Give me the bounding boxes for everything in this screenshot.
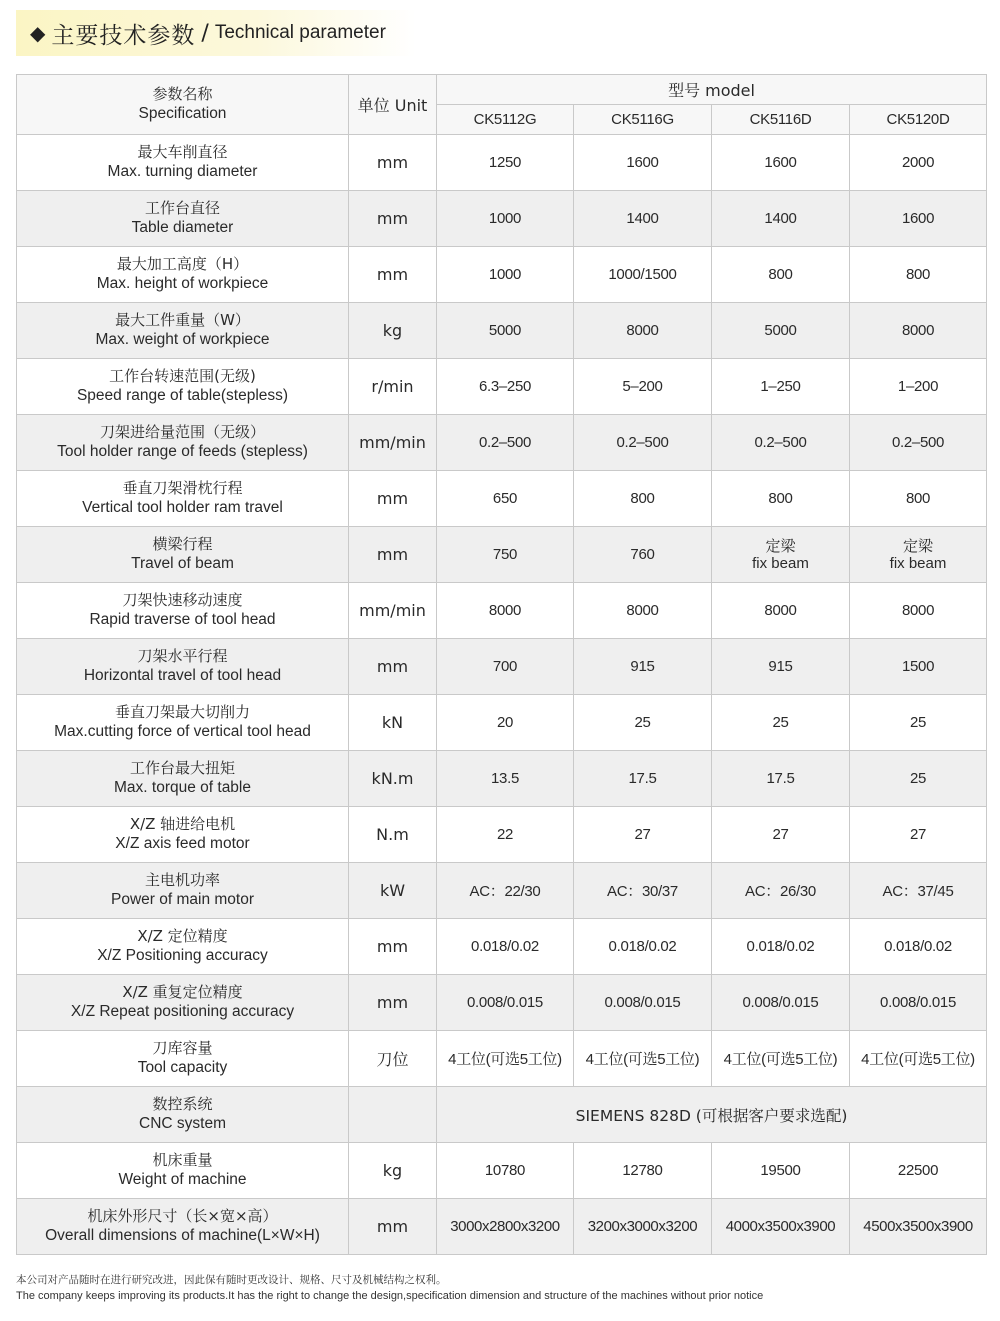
spec-name-en: Max. turning diameter: [107, 163, 258, 180]
value-cell: AC：22/30: [437, 863, 574, 919]
spec-name-zh: 横梁行程: [152, 535, 213, 553]
value-cell: 10780: [437, 1143, 574, 1199]
value-cell: 1–200: [850, 359, 987, 415]
spec-name-zh: X/Z 定位精度: [137, 927, 228, 945]
value-cell: 4工位(可选5工位): [712, 1031, 850, 1087]
value-cell: 1600: [574, 135, 712, 191]
title-en: Technical parameter: [214, 22, 386, 43]
fix-beam-zh: 定梁: [903, 536, 934, 555]
value-cell: 0.008/0.015: [574, 975, 712, 1031]
value-cell: 27: [574, 807, 712, 863]
value-cell: 13.5: [437, 751, 574, 807]
value-cell: 800: [712, 471, 850, 527]
spec-name-zh: 机床重量: [152, 1151, 213, 1169]
spec-name-en: Horizontal travel of tool head: [83, 667, 282, 684]
value-cell: 12780: [574, 1143, 712, 1199]
spec-name-cell: [17, 1031, 349, 1087]
spec-name-zh: 最大工件重量（W）: [115, 311, 250, 329]
value-cell: 1500: [850, 639, 987, 695]
value-cell: 1400: [712, 191, 850, 247]
unit-cell: [349, 1087, 437, 1143]
value-cell: 1250: [437, 135, 574, 191]
spec-name-cell: [17, 1143, 349, 1199]
spec-name-en: X/Z axis feed motor: [115, 835, 250, 852]
unit-cell: r/min: [349, 359, 437, 415]
value-cell: 0.018/0.02: [437, 919, 574, 975]
value-cell: 25: [712, 695, 850, 751]
unit-cell: kN: [349, 695, 437, 751]
value-cell: 800: [850, 247, 987, 303]
spec-name-cell: [17, 303, 349, 359]
spec-name-zh: 刀架水平行程: [137, 647, 228, 665]
value-cell: 650: [437, 471, 574, 527]
spec-name-en: Weight of machine: [118, 1171, 247, 1188]
unit-cell: kg: [349, 1143, 437, 1199]
unit-cell: kN.m: [349, 751, 437, 807]
unit-cell: mm: [349, 191, 437, 247]
value-cell: 0.008/0.015: [850, 975, 987, 1031]
spec-name-zh: 工作台直径: [144, 199, 220, 217]
value-cell: 25: [850, 695, 987, 751]
value-cell: 4工位(可选5工位): [850, 1031, 987, 1087]
value-cell: 800: [712, 247, 850, 303]
spec-name-cell: [17, 359, 349, 415]
unit-cell: mm: [349, 527, 437, 583]
table-row: [17, 751, 987, 807]
value-cell: 17.5: [574, 751, 712, 807]
table-row: [17, 1199, 987, 1255]
header-model: 型号 model: [437, 75, 987, 105]
spec-name-cell: [17, 1199, 349, 1255]
table-row: [17, 359, 987, 415]
spec-name-cell: [17, 863, 349, 919]
value-cell: 25: [574, 695, 712, 751]
unit-cell: kg: [349, 303, 437, 359]
fix-beam-en: fix beam: [752, 554, 809, 572]
value-cell: 1000: [437, 247, 574, 303]
table-row: [17, 695, 987, 751]
spec-name-zh: X/Z 轴进给电机: [129, 815, 236, 833]
spec-name-en: Max. height of workpiece: [96, 275, 269, 292]
spec-name-zh: 数控系统: [152, 1095, 213, 1113]
table-body: [17, 135, 987, 1255]
value-cell: 8000: [850, 583, 987, 639]
spec-name-zh: 主电机功率: [144, 871, 220, 889]
spec-name-zh: 工作台转速范围(无级): [109, 367, 256, 385]
value-cell: 1600: [712, 135, 850, 191]
spec-name-zh: 工作台最大扭矩: [129, 759, 235, 777]
table-row: [17, 863, 987, 919]
spec-name-zh: 刀架快速移动速度: [122, 591, 243, 609]
table-row: [17, 191, 987, 247]
value-cell: 0.008/0.015: [437, 975, 574, 1031]
spec-name-cell: [17, 751, 349, 807]
value-cell: 1000: [437, 191, 574, 247]
header-specification: 参数名称 Specification: [17, 75, 349, 135]
unit-cell: mm: [349, 639, 437, 695]
table-row: [17, 303, 987, 359]
spec-name-zh: X/Z 重复定位精度: [122, 983, 243, 1001]
unit-cell: mm: [349, 471, 437, 527]
footer-notice-zh: 本公司对产品随时在进行研究改进，因此保有随时更改设计、规格、尺寸及机械结构之权利。: [16, 1274, 447, 1286]
title-separator: /: [201, 20, 209, 46]
value-cell: 750: [437, 527, 574, 583]
table-row: [17, 1087, 987, 1143]
value-cell: 2000: [850, 135, 987, 191]
unit-cell: mm: [349, 919, 437, 975]
spec-name-cell: [17, 527, 349, 583]
value-cell: 915: [712, 639, 850, 695]
value-cell: 915: [574, 639, 712, 695]
spec-name-cell: [17, 1087, 349, 1143]
spec-name-en: Tool holder range of feeds (stepless): [57, 443, 308, 460]
value-cell: 0.2–500: [850, 415, 987, 471]
value-cell: 8000: [574, 583, 712, 639]
spec-name-en: CNC system: [139, 1115, 226, 1132]
spec-name-cell: [17, 919, 349, 975]
spec-name-cell: [17, 247, 349, 303]
value-cell: 8000: [712, 583, 850, 639]
spec-name-cell: [17, 639, 349, 695]
spec-name-cell: [17, 191, 349, 247]
spec-name-zh: 最大加工高度（H）: [116, 255, 249, 273]
value-cell: 25: [850, 751, 987, 807]
value-cell: 1600: [850, 191, 987, 247]
technical-parameter-table: [16, 74, 987, 1255]
value-cell: 0.018/0.02: [712, 919, 850, 975]
table-row: [17, 527, 987, 583]
value-cell: 6.3–250: [437, 359, 574, 415]
spec-name-cell: [17, 975, 349, 1031]
unit-cell: mm: [349, 247, 437, 303]
value-cell: 1–250: [712, 359, 850, 415]
spec-name-zh: 刀库容量: [152, 1039, 213, 1057]
value-cell: 5000: [437, 303, 574, 359]
table-row: [17, 975, 987, 1031]
section-header: [16, 10, 416, 56]
footer-notice-en: The company keeps improving its products.It has the right to change the design,specification dimension and structure of the machines without prior notice: [16, 1290, 764, 1302]
unit-cell: kW: [349, 863, 437, 919]
value-cell: 800: [574, 471, 712, 527]
table-row: [17, 135, 987, 191]
value-cell: 3200x3000x3200: [574, 1199, 712, 1255]
unit-cell: 刀位: [349, 1031, 437, 1087]
table-row: [17, 807, 987, 863]
value-cell: 700: [437, 639, 574, 695]
value-cell-merged: SIEMENS 828D (可根据客户要求选配): [437, 1087, 987, 1143]
unit-cell: N.m: [349, 807, 437, 863]
table-row: [17, 471, 987, 527]
value-cell: 4工位(可选5工位): [437, 1031, 574, 1087]
value-cell: 8000: [850, 303, 987, 359]
spec-name-en: Travel of beam: [131, 555, 234, 572]
value-cell: 17.5: [712, 751, 850, 807]
spec-name-zh: 刀架进给量范围（无级）: [99, 423, 265, 441]
footer-notice: [16, 1272, 986, 1304]
table-row: [17, 1031, 987, 1087]
header-model-3: CK5116D: [712, 105, 850, 135]
unit-cell: mm/min: [349, 415, 437, 471]
header-model-2: CK5116G: [574, 105, 712, 135]
fix-beam-en: fix beam: [889, 554, 947, 572]
table-row: [17, 1143, 987, 1199]
header-model-4: CK5120D: [850, 105, 987, 135]
spec-name-zh: 垂直刀架最大切削力: [114, 703, 250, 721]
spec-name-zh: 机床外形尺寸（长×宽×高）: [87, 1207, 278, 1225]
value-cell: 0.2–500: [574, 415, 712, 471]
value-cell: 4500x3500x3900: [850, 1199, 987, 1255]
spec-name-en: Table diameter: [131, 219, 234, 236]
spec-name-cell: [17, 135, 349, 191]
value-cell: 22500: [850, 1143, 987, 1199]
table-row: [17, 247, 987, 303]
value-cell: 22: [437, 807, 574, 863]
diamond-bullet-icon: ◆: [30, 21, 46, 45]
value-cell: 27: [850, 807, 987, 863]
spec-name-cell: [17, 807, 349, 863]
spec-name-en: Max. torque of table: [114, 779, 251, 796]
header-model-1: CK5112G: [437, 105, 574, 135]
value-cell: 4000x3500x3900: [712, 1199, 850, 1255]
fix-beam-zh: 定梁: [765, 536, 796, 555]
value-cell: 3000x2800x3200: [437, 1199, 574, 1255]
value-cell-fix-beam: [712, 527, 850, 583]
value-cell: 0.018/0.02: [574, 919, 712, 975]
spec-name-en: Max. weight of workpiece: [95, 331, 270, 348]
value-cell: 20: [437, 695, 574, 751]
value-cell: 0.2–500: [437, 415, 574, 471]
spec-name-cell: [17, 695, 349, 751]
spec-name-en: Speed range of table(stepless): [76, 387, 289, 404]
spec-name-en: X/Z Positioning accuracy: [97, 947, 268, 964]
spec-name-cell: [17, 583, 349, 639]
table-row: [17, 415, 987, 471]
value-cell: 5000: [712, 303, 850, 359]
spec-name-en: Rapid traverse of tool head: [89, 611, 276, 628]
value-cell: 27: [712, 807, 850, 863]
spec-name-zh: 最大车削直径: [137, 143, 228, 161]
value-cell-fix-beam: [850, 527, 987, 583]
table-row: [17, 919, 987, 975]
spec-name-cell: [17, 415, 349, 471]
value-cell: 5–200: [574, 359, 712, 415]
spec-name-en: X/Z Repeat positioning accuracy: [70, 1003, 295, 1020]
unit-cell: mm: [349, 975, 437, 1031]
unit-cell: mm: [349, 135, 437, 191]
value-cell: AC：30/37: [574, 863, 712, 919]
value-cell: 1400: [574, 191, 712, 247]
value-cell: 0.018/0.02: [850, 919, 987, 975]
value-cell: 800: [850, 471, 987, 527]
value-cell: AC：37/45: [850, 863, 987, 919]
value-cell: 0.2–500: [712, 415, 850, 471]
value-cell: AC：26/30: [712, 863, 850, 919]
spec-name-en: Max.cutting force of vertical tool head: [54, 723, 311, 740]
value-cell: 8000: [437, 583, 574, 639]
spec-name-zh: 垂直刀架滑枕行程: [122, 479, 243, 497]
value-cell: 0.008/0.015: [712, 975, 850, 1031]
value-cell: 19500: [712, 1143, 850, 1199]
title-zh: 主要技术参数: [51, 22, 196, 49]
header-unit: 单位 Unit: [349, 75, 437, 135]
unit-cell: mm/min: [349, 583, 437, 639]
spec-name-en: Overall dimensions of machine(L×W×H): [45, 1227, 320, 1244]
spec-name-en: Tool capacity: [137, 1059, 228, 1076]
table-row: [17, 583, 987, 639]
value-cell: 4工位(可选5工位): [574, 1031, 712, 1087]
spec-name-en: Power of main motor: [111, 891, 254, 908]
unit-cell: mm: [349, 1199, 437, 1255]
value-cell: 8000: [574, 303, 712, 359]
value-cell: 760: [574, 527, 712, 583]
spec-name-en: Vertical tool holder ram travel: [82, 499, 283, 516]
table-row: [17, 639, 987, 695]
value-cell: 1000/1500: [574, 247, 712, 303]
spec-name-cell: [17, 471, 349, 527]
